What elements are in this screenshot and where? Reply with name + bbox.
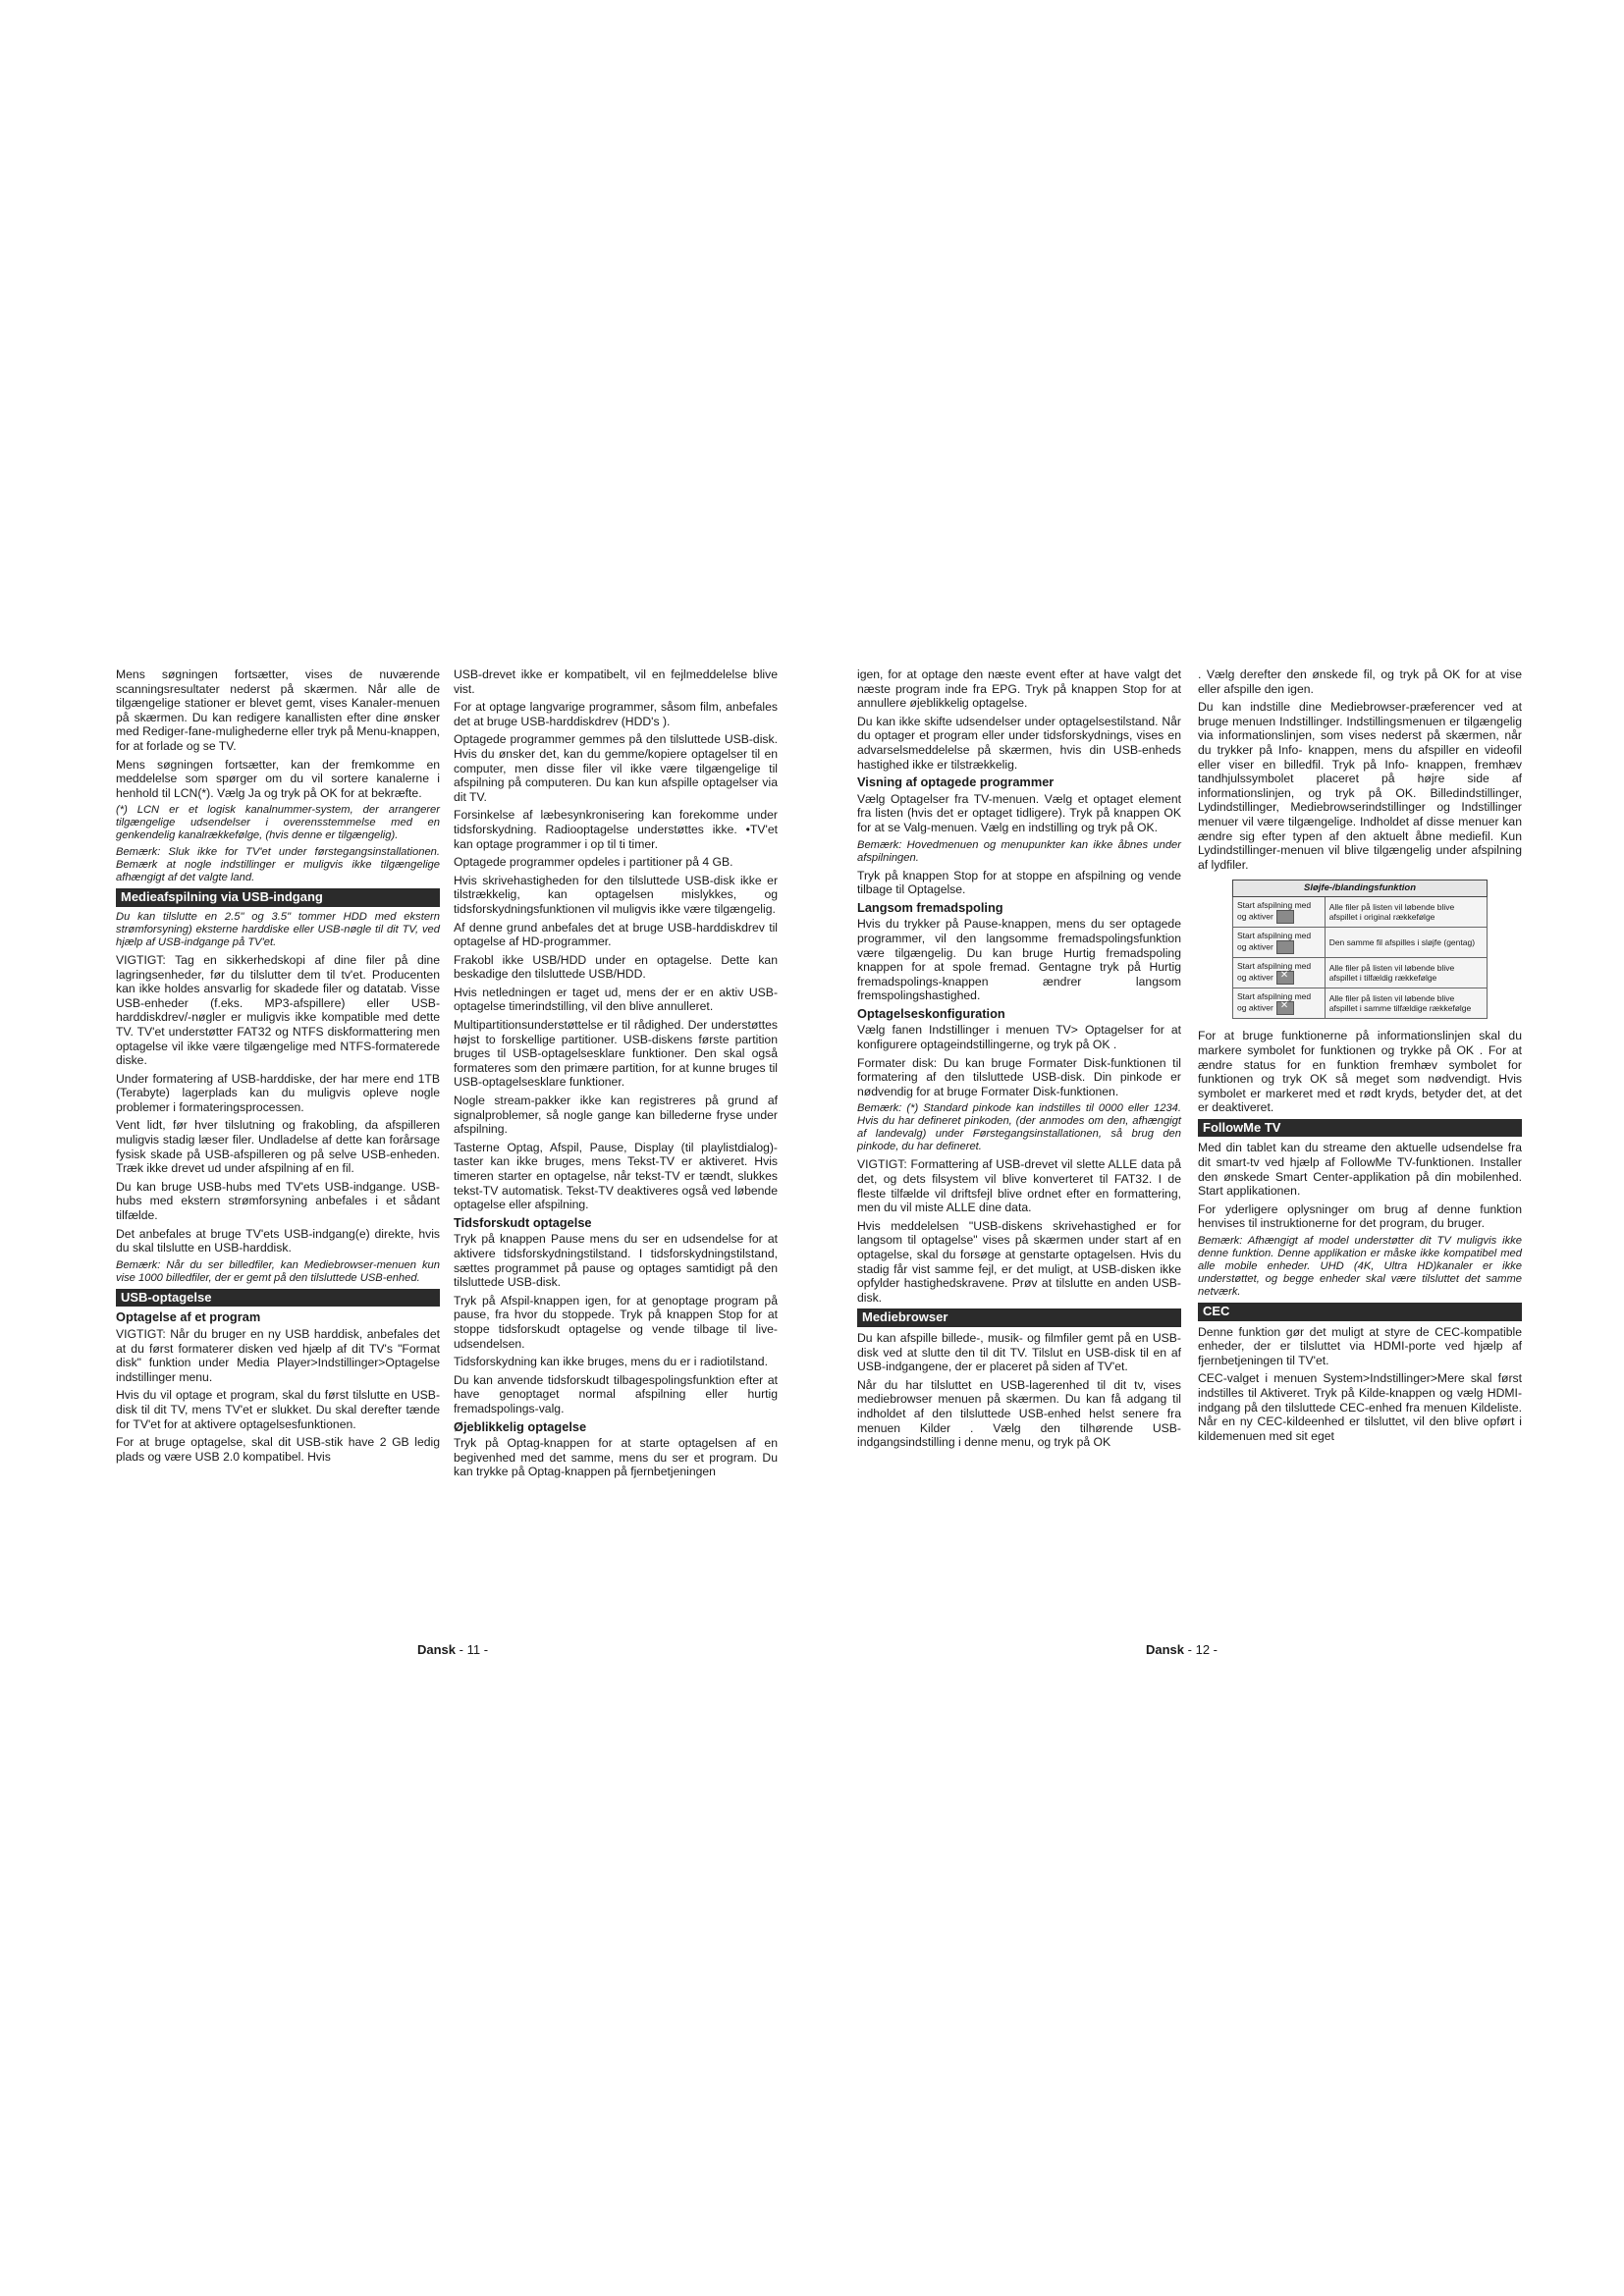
page-number: - 11 - — [459, 1642, 489, 1657]
section-heading: Medieafspilning via USB-indgang — [116, 888, 440, 907]
table-cell: Den samme fil afspilles i sløjfe (gentag) — [1325, 928, 1487, 958]
section-heading: USB-optagelse — [116, 1289, 440, 1308]
paragraph: Tidsforskydning kan ikke bruges, mens du er i radiotilstand. — [454, 1355, 768, 1369]
paragraph: Det anbefales at bruge TV'ets USB-indgang(e) direkte, hvis du skal tilslutte en USB-harddisk. — [116, 1226, 440, 1255]
paragraph: Når du har tilsluttet en USB-lagerenhed til dit tv, vises mediebrowser menuen på skærmen. Du kan få adgang til indholdet af den tilsluttede USB-enhed helst senere fra menuen Kilder . Vælg den tilhørende USB-indgangsindstilling i denne menu, og tryk på OK — [857, 1377, 1181, 1450]
table-cell: Alle filer på listen vil løbende blive afspillet i samme tilfældige rækkefølge — [1325, 988, 1487, 1019]
paragraph: Mens søgningen fortsætter, kan der fremkomme en meddelelse som spørger om du vil sortere kanalerne i henhold til LCN(*). Vælg Ja og tryk på OK for at bekræfte. — [116, 757, 440, 800]
paragraph: Vent lidt, før hver tilslutning og frakobling, da afspilleren muligvis stadig læser filer. Undladelse af dette kan forårsage fysisk skade på USB-afspilleren og på selve USB-enheden. Træk ikke drevet ud under afspilning af en fil. — [116, 1118, 440, 1176]
table-cell: Start afspilning med og aktiver✕ — [1233, 958, 1326, 988]
paragraph: Nogle stream-pakker ikke kan registreres på grund af signalproblemer, så nogle gange kan billederne fryse under afspilning. — [454, 1094, 778, 1137]
paragraph: For yderligere oplysninger om brug af denne funktion henvises til instruktionerne for det program, du bruger. — [1198, 1201, 1522, 1231]
table-cell: Alle filer på listen vil løbende blive afspillet i tilfældig rækkefølge — [1325, 958, 1487, 988]
note: Bemærk: Afhængigt af model understøtter dit TV muligvis ikke denne funktion. Denne applikation er måske ikke kompatibel med alle mobile enheder. UHD (4K, Ultra HD)kanaler er ikke understøttet, og begge enheder skal være tilsluttet det samme netværk. — [1198, 1235, 1522, 1299]
paragraph: Du kan ikke skifte udsendelser under optagelsestilstand. Når du optager et program eller under tidsforskydnings, vises en advarselsmeddelelse på skærmen, hvis din USB-enheds hastighed ikke er tilstrækkelig. — [857, 714, 1181, 772]
paragraph: Mens søgningen fortsætter, vises de nuværende scanningsresultater nederst på skærmen. Når alle de tilgængelige stationer er blevet gemt, vises Kanaler-menuen på skærmen. Du kan redigere kanallisten efter dine ønsker med Rediger-fane-mulighederne eller tryk på Menu-knappen, for at forlade og se TV. — [116, 667, 440, 753]
paragraph: Multipartitionsunderstøttelse er til rådighed. Der understøttes højst to forskellige partitioner. USB-diskens første partition bruges til USB-optagelsesklare funktioner. Den skal også formateres som den primære partition, for at kunne bruges til USB-optagelsesklare funktioner. — [454, 1018, 778, 1090]
paragraph: Med din tablet kan du streame den aktuelle udsendelse fra dit smart-tv ved hjælp af FollowMe TV-funktionen. Installer den ønskede Smart Center-applikation på din mobilenhed. Start applikationen. — [1198, 1141, 1522, 1199]
page-footer-left — [417, 1642, 488, 1657]
subheading: Langsom fremadspoling — [857, 899, 1003, 915]
paragraph: Tryk på Optag-knappen for at starte optagelsen af en begivenhed med det samme, mens du ser et program. Du kan trykke på Optag-knappen på fjernbetjeningen — [454, 1436, 778, 1479]
paragraph: Du kan indstille dine Mediebrowser-præferencer ved at bruge menuen Indstillinger. Indstillingsmenuen er tilgængelig via informationslinjen, som vises nederst på skærmen, når du trykker på Info- knappen, mens du afspiller en videofil eller viser en billedfil. Tryk på Info- knappen, fremhæv tandhjulssymbolet placeret på højre side af informationslinjen, og tryk på OK. Billedindstillinger, Lydindstillinger, Mediebrowserindstillinger og Indstillinger menuer vil være tilgængelige. Indholdet af disse menuer kan ændre sig efter typen af den aktuelt åbne mediefil. Kun Lydindstillinger-menuen vil blive tilgængelig under afspilning af lydfiler. — [1198, 700, 1522, 872]
table-cell: Alle filer på listen vil løbende blive afspillet i original rækkefølge — [1325, 897, 1487, 928]
paragraph: For at optage langvarige programmer, såsom film, anbefales det at bruge USB-harddiskdrev (HDD's ). — [454, 700, 778, 728]
table-row — [1233, 897, 1488, 928]
paragraph: Af denne grund anbefales det at bruge USB-harddiskdrev til optagelse af HD-programmer. — [454, 920, 778, 949]
paragraph: Hvis du vil optage et program, skal du først tilslutte en USB-disk til dit TV, mens TV'et er slukket. Du skal derefter tænde for TV'et for at aktivere optagelsesfunktionen. — [116, 1388, 440, 1431]
subheading: Øjeblikkelig optagelse — [454, 1418, 587, 1434]
subheading: Optagelse af et program — [116, 1309, 261, 1325]
paragraph: Du kan bruge USB-hubs med TV'ets USB-indgange. USB-hubs med ekstern strømforsyning anbefales i et sådant tilfælde. — [116, 1179, 440, 1223]
paragraph: Tryk på knappen Stop for at stoppe en afspilning og vende tilbage til Optagelse. — [857, 868, 1181, 897]
paragraph: For at bruge funktionerne på informationslinjen skal du markere symbolet for funktionen og trykke på OK . For at ændre status for en funktion fremhæv symbolet for funktionen og tryk OK så meget som nødvendigt. Hvis symbolet er markeret med et rødt kryds, betyder det, at det er deaktiveret. — [1198, 1029, 1522, 1115]
loop-icon — [1276, 940, 1294, 954]
paragraph: Forsinkelse af læbesynkronisering kan forekomme under tidsforskydning. Radiooptagelse understøttes ikke. •TV'et kan optage programmer i op til ti timer. — [454, 808, 778, 851]
paragraph: VIGTIGT: Formattering af USB-drevet vil slette ALLE data på det, og dets filsystem vil blive konverteret til FAT32. I de fleste tilfælde vil driftsfejl blive ordnet efter en formattering, men du vil miste ALLE dine data. — [857, 1157, 1181, 1215]
paragraph: Hvis du trykker på Pause-knappen, mens du ser optagede programmer, vil den langsomme fremadspolingsfunktion være tilgængelig. Du kan bruge Hurtig fremadspoling knappen for at spole fremad. Gentagne tryk på Hurtig fremadspolings-knappen ændrer langsom fremspolingshastighed. — [857, 917, 1181, 1003]
page-footer-right — [1146, 1642, 1218, 1657]
section-heading: CEC — [1198, 1303, 1522, 1321]
paragraph: Tasterne Optag, Afspil, Pause, Display (til playlistdialog)-taster kan ikke bruges, mens Tekst-TV er aktiveret. Hvis timeren starter en optagelse, når tekst-TV er tændt, slukkes tekst-TV automatisk. Tekst-TV deaktiveres også ved løbende optagelse eller afspilning. — [454, 1140, 778, 1212]
section-heading: Mediebrowser — [857, 1308, 1181, 1327]
subheading: Tidsforskudt optagelse — [454, 1214, 592, 1230]
column-1 — [116, 667, 440, 1468]
note: Bemærk: Hovedmenuen og menupunkter kan ikke åbnes under afspilningen. — [857, 838, 1181, 864]
paragraph: Under formatering af USB-harddiske, der har mere end 1TB (Terabyte) lagerplads kan du muligvis opleve nogle problemer i formateringsprocessen. — [116, 1071, 440, 1114]
paragraph: Vælg fanen Indstillinger i menuen TV> Optagelser for at konfigurere optageindstillingerne, og tryk på OK . — [857, 1023, 1181, 1052]
section-heading: FollowMe TV — [1198, 1119, 1522, 1138]
play-icon — [1276, 910, 1294, 924]
note: Du kan tilslutte en 2.5" og 3.5" tommer HDD med ekstern strømforsyning) eksterne harddiske eller USB-nøgle til dit TV, ved hjælp af USB-indgange på TV'et. — [116, 910, 440, 948]
paragraph: Formater disk: Du kan bruge Formater Disk-funktionen til formatering af den tilsluttede USB-disk. Din pinkode er nødvendig for at bruge Formater Disk-funktionen. — [857, 1055, 1181, 1098]
table-cell: Start afspilning med og aktiver — [1233, 928, 1326, 958]
paragraph: CEC-valget i menuen System>Indstillinger>Mere skal først indstilles til Aktiveret. Tryk på Kilde-knappen og vælg HDMI-indgang på den tilsluttede CEC-enhed fra menuen Kildeliste. Når en ny CEC-kildeenhed er tilsluttet, vil den blive opført i kildemenuen med sit eget — [1198, 1371, 1522, 1443]
footer-language: Dansk — [417, 1642, 457, 1657]
paragraph: Vælg Optagelser fra TV-menuen. Vælg et optaget element fra listen (hvis det er optaget tidligere). Tryk på knappen OK for at se Valg-menuen. Vælg en indstilling og tryk på OK. — [857, 791, 1181, 834]
paragraph: Frakobl ikke USB/HDD under en optagelse. Dette kan beskadige den tilsluttede USB/HDD. — [454, 952, 778, 982]
table-title: Sløjfe-/blandingsfunktion — [1233, 881, 1488, 897]
paragraph: Tryk på knappen Pause mens du ser en udsendelse for at aktivere tidsforskydningstilstand. I tidsforskydningstilstand, sættes programmet på pause og optages samtidigt på den tilsluttede USB-disk. — [454, 1232, 778, 1290]
loop-shuffle-icon — [1276, 1001, 1294, 1015]
paragraph: Hvis meddelelsen "USB-diskens skrivehastighed er for langsom til optagelse" vises på skærmen under start af en optagelse, skal du forsøge at genstarte optagelsen. Hvis du stadig får vist samme fejl, er det muligt, at USB-disken ikke opfylder hastighedskravene. Prøv at tilslutte en anden USB-disk. — [857, 1218, 1181, 1305]
paragraph: Hvis netledningen er taget ud, mens der er en aktiv USB-optagelse timerindstilling, vil den blive annulleret. — [454, 985, 778, 1014]
table-row — [1233, 928, 1488, 958]
paragraph: For at bruge optagelse, skal dit USB-stik have 2 GB ledig plads og være USB 2.0 kompatibel. Hvis — [116, 1435, 440, 1464]
note: (*) LCN er et logisk kanalnummer-system, der arrangerer tilgængelige udsendelser i overensstemmelse med en genkendelig kanalrækkefølge, (hvis denne er tilgængelig). — [116, 804, 440, 842]
paragraph: Denne funktion gør det muligt at styre de CEC-kompatible enheder, der er tilsluttet via HDMI-porte ved hjælp af fjernbetjeningen til TV'et. — [1198, 1324, 1522, 1367]
table-cell: Start afspilning med og aktiver — [1233, 897, 1326, 928]
note: Bemærk: (*) Standard pinkode kan indstilles til 0000 eller 1234. Hvis du har defineret pinkoden, (der anmodes om den, afhængigt af landevalg) under Førstegangsinstallationen, så brug den pinkode, du har defineret. — [857, 1102, 1181, 1153]
page-number: - 12 - — [1187, 1642, 1218, 1657]
loop-shuffle-table — [1232, 880, 1488, 1019]
table-row — [1233, 958, 1488, 988]
paragraph: . Vælg derefter den ønskede fil, og tryk på OK for at vise eller afspille den igen. — [1198, 667, 1522, 696]
note: Bemærk: Når du ser billedfiler, kan Mediebrowser-menuen kun vise 1000 billedfiler, der er gemt på den tilsluttede USB-enhed. — [116, 1258, 440, 1284]
paragraph: VIGTIGT: Tag en sikkerhedskopi af dine filer på dine lagringsenheder, før du tilslutter dem til tv'et. Producenten kan ikke holdes ansvarlig for skadede filer og datatab. Visse USB-enheder (f.eks. MP3-afspillere) eller USB-harddiskdrev/-nøgler er muligvis ikke kompatible med dette TV. TV'et understøtter FAT32 og NTFS diskformattering men optagelse vil ikke være tilgængelige med NTFS-formaterede diske. — [116, 952, 440, 1068]
footer-language: Dansk — [1146, 1642, 1185, 1657]
column-4 — [1198, 667, 1522, 1447]
note: Bemærk: Sluk ikke for TV'et under førstegangsinstallationen. Bemærk at nogle indstillinger er muligvis ikke tilgængelige afhængigt af det valgte land. — [116, 846, 440, 884]
paragraph: Optagede programmer gemmes på den tilsluttede USB-disk. Hvis du ønsker det, kan du gemme/kopiere optagelser til en computer, men disse filer vil ikke være tilgængelige til afspilning på computeren. Du kan kun afspille optagelser via dit TV. — [454, 732, 778, 804]
paragraph: Hvis skrivehastigheden for den tilsluttede USB-disk ikke er tilstrækkelig, kan optagelsen mislykkes, og tidsforskydningsfunktionen vil muligvis ikke være tilgængelig. — [454, 873, 778, 916]
paragraph: Du kan afspille billede-, musik- og filmfiler gemt på en USB-disk ved at slutte den til dit TV. Tilslut en USB-disk til en af USB-indgangene, der er placeret på siden af TV'et. — [857, 1330, 1181, 1374]
table-row — [1233, 988, 1488, 1019]
paragraph: Optagede programmer opdeles i partitioner på 4 GB. — [454, 855, 733, 870]
column-3 — [857, 667, 1181, 1454]
paragraph: Tryk på Afspil-knappen igen, for at genoptage program på pause, fra hvor du stoppede. Tryk på knappen Stop for at stoppe tidsforskudt optagelse og vende tilbage til live-udsendelsen. — [454, 1293, 778, 1351]
paragraph: igen, for at optage den næste event efter at have valgt det næste program inde fra EPG. Tryk på knappen Stop for at annullere øjeblikkelig optagelse. — [857, 667, 1181, 711]
subheading: Visning af optagede programmer — [857, 774, 1055, 790]
column-2 — [454, 667, 778, 1483]
paragraph: VIGTIGT: Når du bruger en ny USB harddisk, anbefales det at du først formaterer disken ved hjælp af dit TV's "Format disk" funktion under Media Player>Indstillinger>Optagelse indstillinger menu. — [116, 1327, 440, 1384]
paragraph: USB-drevet ikke er kompatibelt, vil en fejlmeddelelse blive vist. — [454, 667, 778, 696]
table-cell: Start afspilning med og aktiver✕ — [1233, 988, 1326, 1019]
shuffle-icon — [1276, 971, 1294, 985]
paragraph: Du kan anvende tidsforskudt tilbagespolingsfunktion efter at have genoptaget normal afspilning eller hurtig fremadspolings-valg. — [454, 1372, 778, 1415]
subheading: Optagelseskonfiguration — [857, 1005, 1005, 1021]
